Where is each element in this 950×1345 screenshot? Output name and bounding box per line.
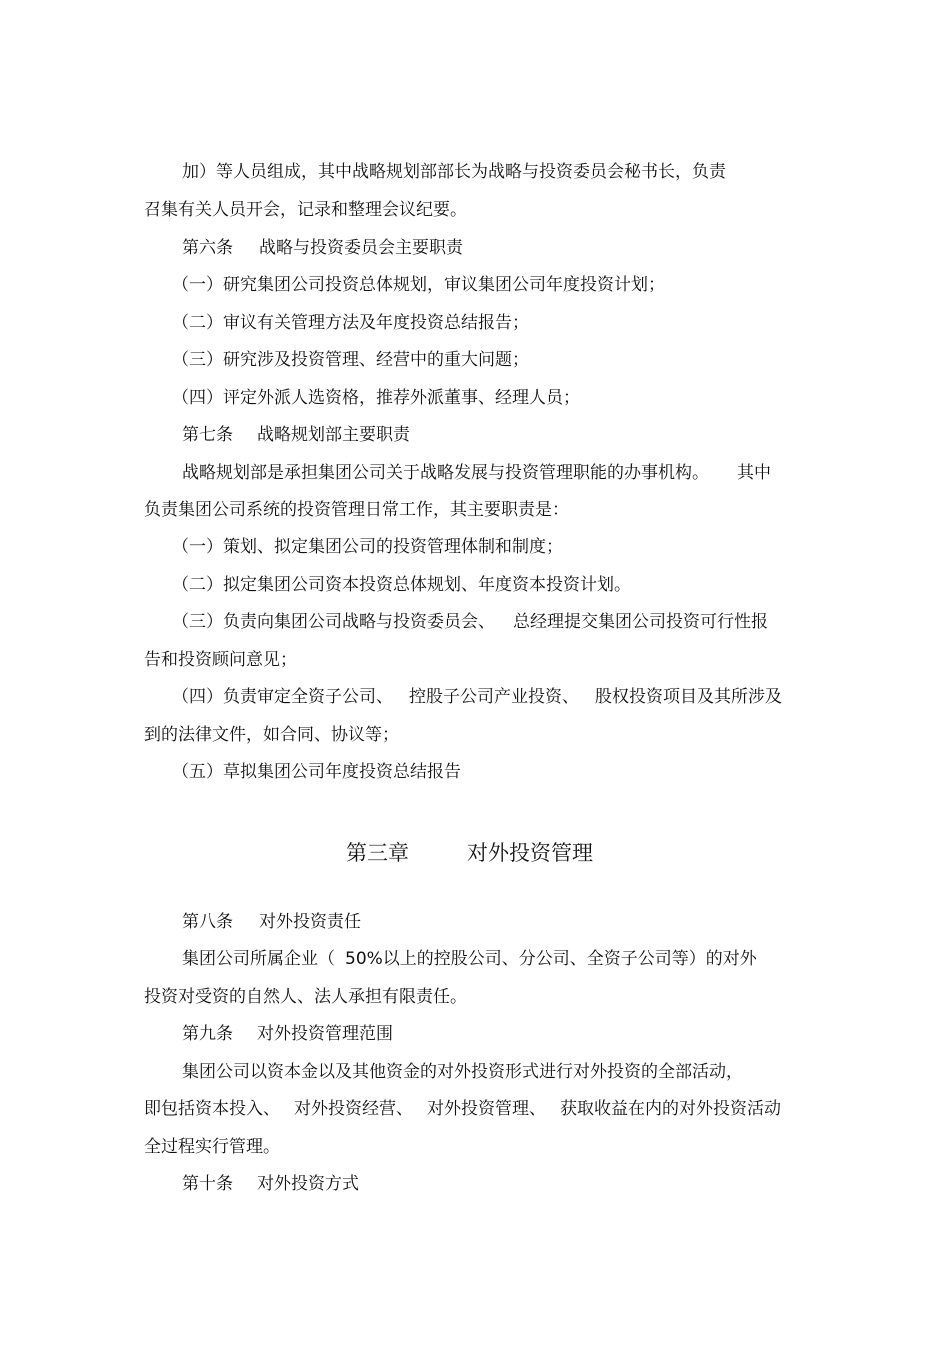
article-number: 第七条 — [182, 425, 233, 445]
article-10-heading — [182, 1172, 359, 1196]
text-segment: 对外投资经营、 — [294, 1099, 413, 1119]
article-number: 第九条 — [182, 1024, 233, 1044]
list-item — [172, 610, 768, 634]
chapter-heading — [346, 839, 593, 867]
article-title: 对外投资管理范围 — [257, 1024, 393, 1044]
list-item — [172, 685, 782, 709]
text-line: 投资对受资的自然人、法人承担有限责任。 — [144, 987, 467, 1007]
list-item: （四）评定外派人选资格，推荐外派董事、经理人员； — [172, 388, 580, 408]
article-6-heading — [182, 236, 463, 260]
text-segment: 获取收益在内的对外投资活动 — [560, 1099, 781, 1119]
text-line: 负责集团公司系统的投资管理日常工作，其主要职责是： — [144, 500, 569, 520]
chapter-title: 对外投资管理 — [467, 841, 593, 865]
list-item: （五）草拟集团公司年度投资总结报告 — [172, 762, 461, 782]
text-line: 召集有关人员开会，记录和整理会议纪要。 — [144, 200, 467, 220]
text-segment: 50%以上的控股公司、分公司、全资子公司等）的对外 — [345, 949, 757, 969]
article-8-heading — [182, 910, 361, 934]
article-number: 第六条 — [182, 238, 233, 258]
text-line: 全过程实行管理。 — [144, 1137, 280, 1157]
text-segment: 战略规划部是承担集团公司关于战略发展与投资管理职能的办事机构。 — [182, 463, 709, 483]
article-title: 战略规划部主要职责 — [257, 425, 410, 445]
chapter-number: 第三章 — [346, 841, 409, 865]
text-segment: 股权投资项目及其所涉及 — [595, 687, 782, 707]
article-9-heading — [182, 1022, 393, 1046]
article-title: 对外投资方式 — [257, 1174, 359, 1194]
list-item: （二）拟定集团公司资本投资总体规划、年度资本投资计划。 — [172, 575, 631, 595]
list-item: （二）审议有关管理方法及年度投资总结报告； — [172, 313, 529, 333]
article-title: 战略与投资委员会主要职责 — [259, 238, 463, 258]
text-line: 加）等人员组成，其中战略规划部部长为战略与投资委员会秘书长，负责 — [182, 162, 726, 182]
text-line — [144, 1097, 781, 1121]
text-segment: 集团公司所属企业（ — [182, 949, 335, 969]
text-segment: （四）负责审定全资子公司、 — [172, 687, 393, 707]
list-item: （一）研究集团公司投资总体规划，审议集团公司年度投资计划； — [172, 275, 665, 295]
text-line: 到的法律文件，如合同、协议等； — [144, 725, 399, 745]
list-item: （三）研究涉及投资管理、经营中的重大问题； — [172, 350, 529, 370]
article-number: 第十条 — [182, 1174, 233, 1194]
text-segment: 总经理提交集团公司投资可行性报 — [513, 612, 768, 632]
article-title: 对外投资责任 — [259, 912, 361, 932]
text-line: 告和投资顾问意见； — [144, 650, 297, 670]
article-number: 第八条 — [182, 912, 233, 932]
text-line — [182, 947, 757, 971]
text-segment: 对外投资管理、 — [427, 1099, 546, 1119]
article-7-heading — [182, 423, 410, 447]
text-line: 集团公司以资本金以及其他资金的对外投资形式进行对外投资的全部活动， — [182, 1062, 743, 1082]
text-segment: 即包括资本投入、 — [144, 1099, 280, 1119]
text-line — [182, 461, 771, 485]
text-segment: （三）负责向集团公司战略与投资委员会、 — [172, 612, 495, 632]
text-segment: 其中 — [737, 463, 771, 483]
list-item: （一）策划、拟定集团公司的投资管理体制和制度； — [172, 537, 563, 557]
text-segment: 控股子公司产业投资、 — [409, 687, 579, 707]
